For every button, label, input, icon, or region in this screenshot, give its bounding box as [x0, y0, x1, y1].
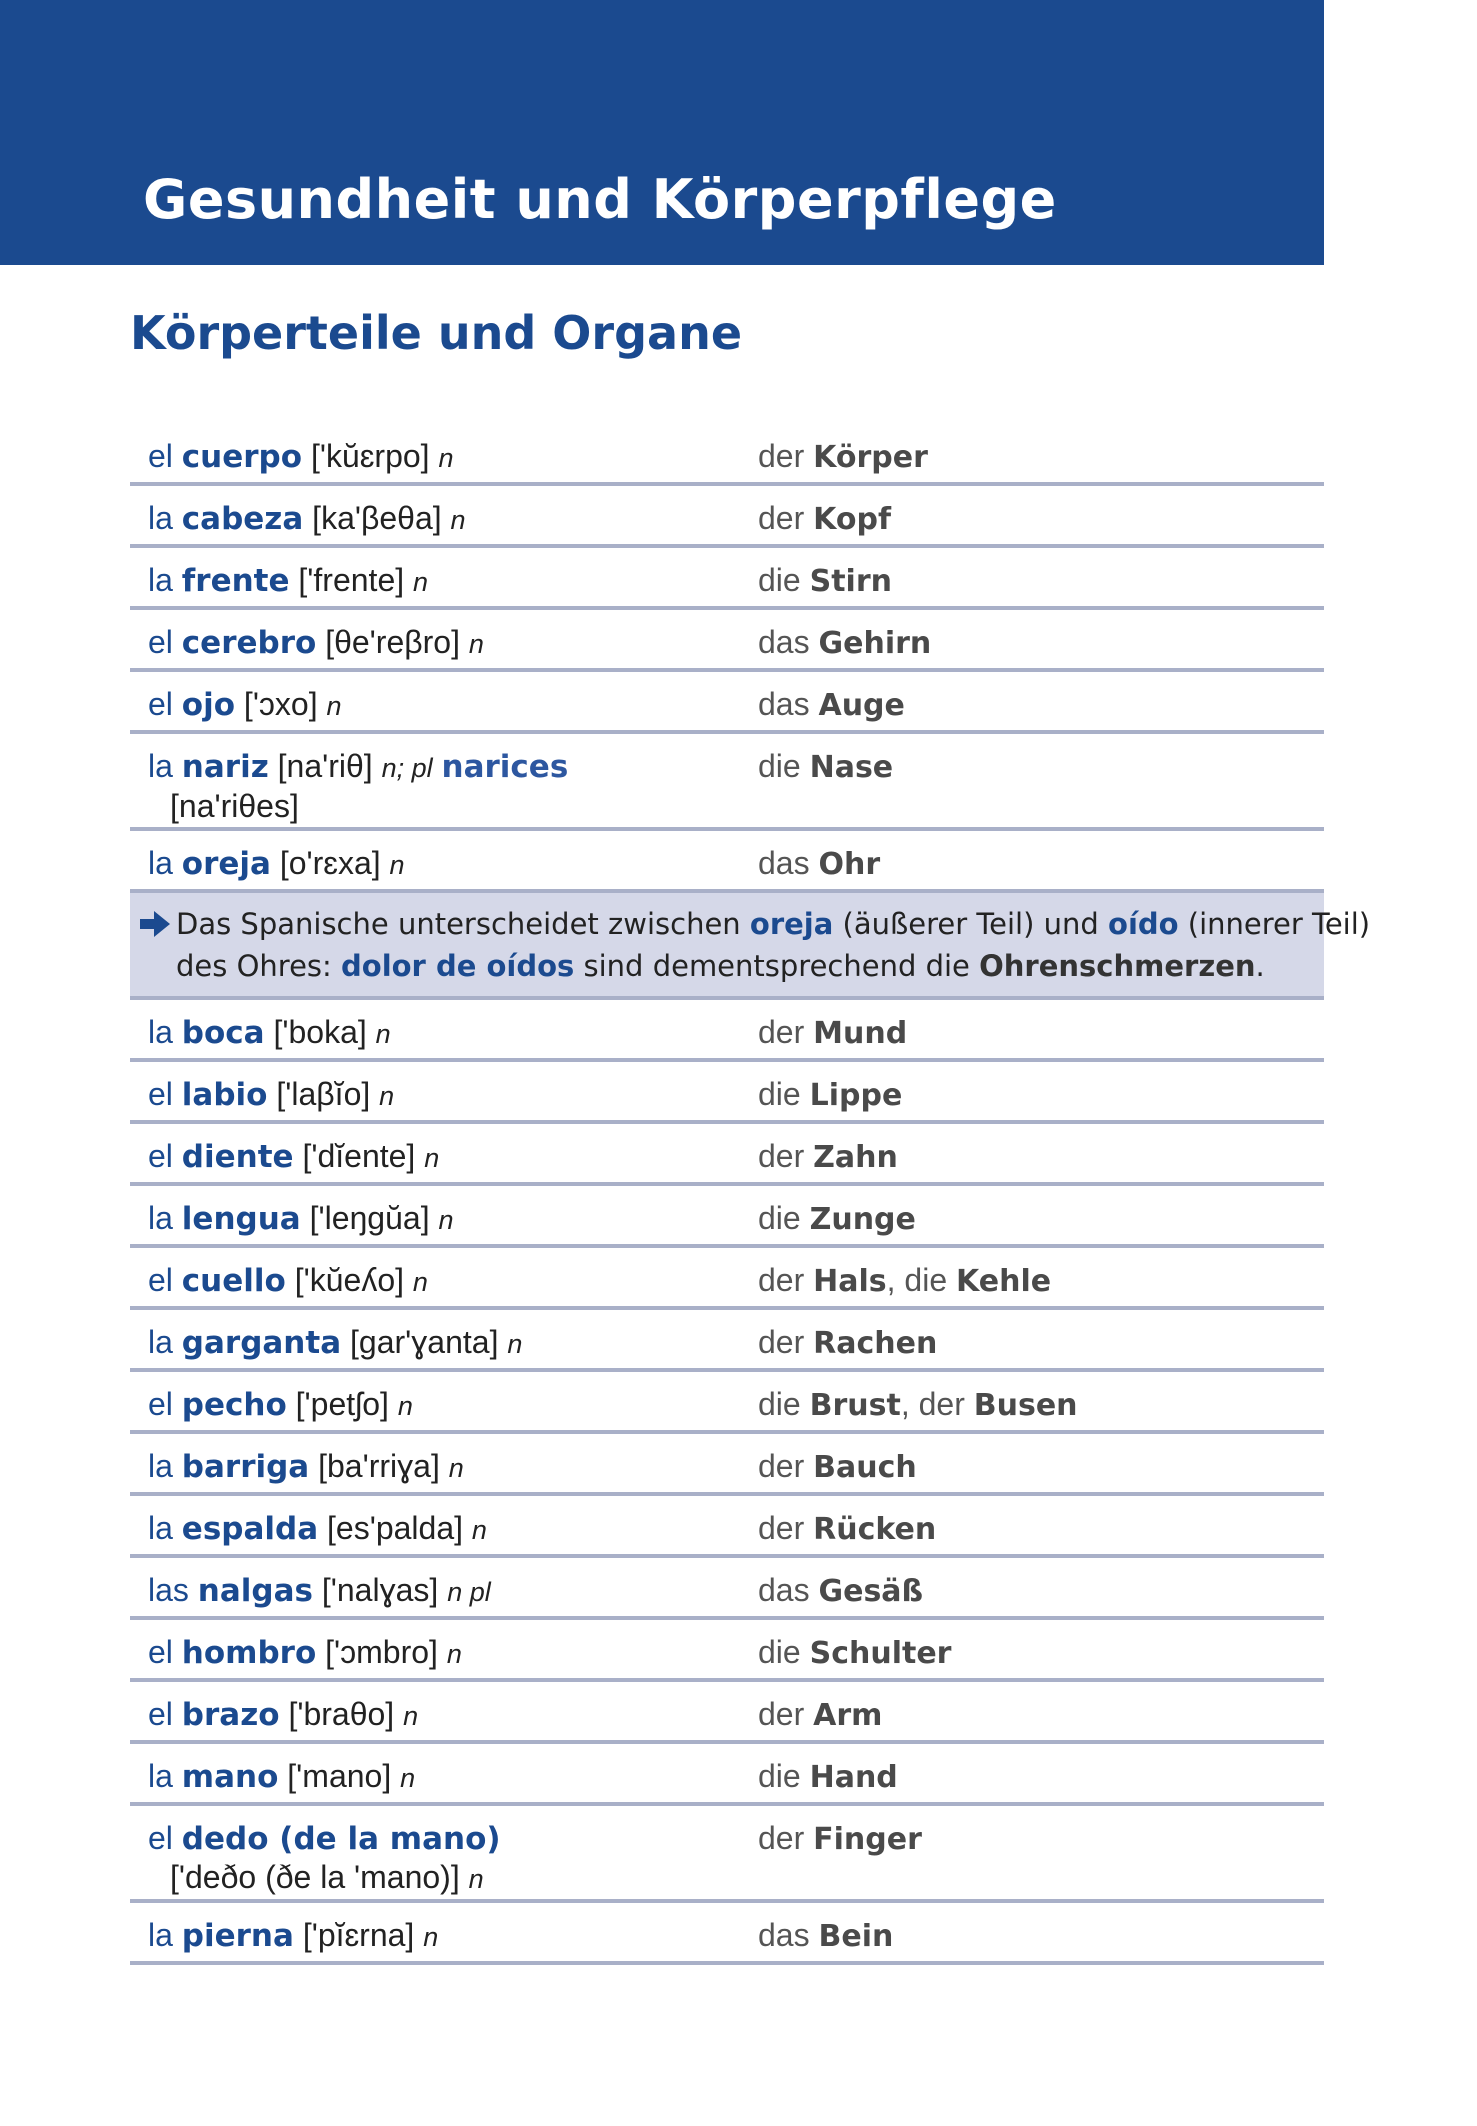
- german-article: das: [758, 624, 810, 660]
- spanish-entry: [130, 425, 758, 478]
- spanish-article: la: [148, 1758, 173, 1794]
- german-translation: [758, 486, 1324, 540]
- vocab-row-boca: [130, 1000, 1324, 1062]
- german-translation: [758, 1310, 1324, 1364]
- spanish-article: el: [148, 1386, 173, 1422]
- note-text: Das Spanische unterscheidet zwischen: [176, 907, 750, 941]
- spanish-article: la: [148, 748, 173, 784]
- note-text: (innerer Teil): [1178, 907, 1371, 941]
- spanish-entry: [130, 831, 758, 885]
- spanish-entry: [130, 1124, 758, 1178]
- vocab-row-mano: [130, 1744, 1324, 1806]
- spanish-entry: [130, 1620, 758, 1674]
- spanish-entry: [130, 1434, 758, 1488]
- spanish-lemma: diente: [181, 1139, 294, 1175]
- spanish-article: el: [148, 624, 173, 660]
- grammar-label: n: [450, 505, 466, 535]
- german-translation: [758, 1558, 1324, 1612]
- pronunciation: [gar'ɣanta]: [350, 1324, 499, 1360]
- pronunciation: [na'riθ]: [277, 748, 373, 784]
- german-translation: [758, 831, 1324, 885]
- spanish-entry: [130, 610, 758, 664]
- spanish-article: la: [148, 1324, 173, 1360]
- german-word: Gesäß: [818, 1574, 924, 1609]
- spanish-entry: [130, 1682, 758, 1736]
- german-word: Rachen: [813, 1326, 938, 1361]
- german-article: die: [904, 1262, 948, 1298]
- german-word: Arm: [813, 1698, 883, 1733]
- spanish-article: el: [148, 1696, 173, 1732]
- german-word: Brust: [809, 1388, 901, 1423]
- spanish-lemma: mano: [181, 1759, 279, 1795]
- spanish-entry: [130, 1062, 758, 1116]
- german-word: Lippe: [809, 1078, 903, 1113]
- german-translation: [758, 1434, 1324, 1488]
- spanish-entry: [130, 1310, 758, 1364]
- german-translation: [758, 1620, 1324, 1674]
- grammar-label: n: [507, 1329, 523, 1359]
- section-title: Körperteile und Organe: [130, 306, 743, 360]
- note-text: .: [1255, 949, 1265, 983]
- german-word: Rücken: [813, 1512, 937, 1547]
- grammar-label: n: [446, 1639, 462, 1669]
- german-word: Bein: [818, 1919, 894, 1954]
- german-word: Busen: [973, 1388, 1078, 1423]
- german-translation: [758, 1124, 1324, 1178]
- plural-pronunciation: [na'riθes]: [170, 788, 299, 824]
- vocab-row-brazo: [130, 1682, 1324, 1744]
- german-article: das: [758, 845, 810, 881]
- pronunciation: ['frente]: [298, 562, 405, 598]
- spanish-lemma: cuello: [181, 1263, 286, 1299]
- pronunciation: [o'rɛxa]: [279, 845, 381, 881]
- pronunciation: ['ɔxo]: [243, 686, 318, 722]
- spanish-article: el: [148, 1634, 173, 1670]
- grammar-label: n: [468, 629, 484, 659]
- german-article: der: [918, 1386, 965, 1422]
- spanish-article: la: [148, 845, 173, 881]
- spanish-article: el: [148, 686, 173, 722]
- spanish-lemma: frente: [181, 563, 290, 599]
- german-word: Bauch: [813, 1450, 917, 1485]
- note-text: sind dementsprechend die: [574, 949, 980, 983]
- comma: ,: [886, 1262, 896, 1298]
- german-translation: [758, 1062, 1324, 1116]
- spanish-entry: [130, 672, 758, 726]
- german-word: Hals: [813, 1264, 887, 1299]
- german-article: der: [758, 1014, 805, 1050]
- spanish-lemma: dedo (de la mano): [181, 1821, 501, 1857]
- german-word: Schulter: [809, 1636, 952, 1671]
- note-text: des Ohres:: [176, 949, 342, 983]
- german-word: Ohr: [818, 847, 881, 882]
- spanish-lemma: labio: [181, 1077, 268, 1113]
- spanish-article: las: [148, 1572, 189, 1608]
- spanish-entry: [130, 1496, 758, 1550]
- spanish-article: la: [148, 1200, 173, 1236]
- spanish-entry: [130, 1000, 758, 1054]
- german-translation: [758, 1248, 1324, 1302]
- spanish-lemma: brazo: [181, 1697, 280, 1733]
- pronunciation: ['petʃo]: [295, 1386, 389, 1422]
- german-translation: [758, 610, 1324, 664]
- grammar-label: n pl: [447, 1577, 491, 1607]
- grammar-label: n: [438, 443, 454, 473]
- grammar-label: n: [326, 691, 342, 721]
- note-keyword-oreja: oreja: [749, 907, 834, 941]
- pronunciation: [es'palda]: [327, 1510, 463, 1546]
- pronunciation: ['kŭɛrpo]: [310, 438, 430, 474]
- vocab-row-hombro: [130, 1620, 1324, 1682]
- spanish-entry: [130, 1558, 758, 1612]
- vocab-row-oreja: [130, 831, 1324, 893]
- vocab-row-cuerpo: [130, 425, 1324, 486]
- vocab-row-ojo: [130, 672, 1324, 734]
- german-translation: [758, 548, 1324, 602]
- vocabulary-table: [130, 425, 1371, 1965]
- spanish-lemma: barriga: [181, 1449, 310, 1485]
- spanish-lemma: cuerpo: [181, 439, 303, 475]
- pronunciation: ['braθo]: [288, 1696, 395, 1732]
- spanish-article: el: [148, 1820, 173, 1856]
- german-article: der: [758, 1510, 805, 1546]
- spanish-lemma: nariz: [181, 749, 269, 785]
- spanish-article: el: [148, 1262, 173, 1298]
- spanish-entry: [130, 1248, 758, 1302]
- note-line-2: [140, 945, 1312, 987]
- vocab-row-cuello: [130, 1248, 1324, 1310]
- spanish-lemma: cabeza: [181, 501, 304, 537]
- note-keyword-ohrenschmerzen: Ohrenschmerzen: [979, 949, 1256, 983]
- spanish-lemma: nalgas: [197, 1573, 313, 1609]
- german-word: Auge: [818, 688, 905, 723]
- pronunciation: ['dĭente]: [302, 1138, 416, 1174]
- chapter-banner: [0, 0, 1324, 265]
- spanish-article: la: [148, 1448, 173, 1484]
- pronunciation: ['laβĭo]: [276, 1076, 371, 1112]
- german-word: Mund: [813, 1016, 908, 1051]
- note-keyword-dolor-de-oidos: dolor de oídos: [341, 949, 575, 983]
- german-article: der: [758, 438, 805, 474]
- spanish-article: el: [148, 438, 173, 474]
- german-word: Hand: [809, 1760, 898, 1795]
- german-word: Körper: [813, 440, 928, 475]
- german-word: Finger: [813, 1822, 922, 1857]
- note-keyword-oido: oído: [1108, 907, 1179, 941]
- plural-form: narices: [441, 749, 569, 785]
- spanish-entry: [130, 1744, 758, 1798]
- spanish-article: la: [148, 562, 173, 598]
- note-line-1: [140, 903, 1371, 945]
- german-article: die: [758, 1634, 801, 1670]
- grammar-label: n: [389, 850, 405, 880]
- spanish-lemma: cerebro: [181, 625, 317, 661]
- german-translation: [758, 1806, 1324, 1860]
- german-article: der: [758, 1262, 805, 1298]
- german-article: die: [758, 1200, 801, 1236]
- grammar-label: n: [379, 1081, 395, 1111]
- spanish-lemma: pierna: [181, 1918, 294, 1954]
- pronunciation: [θe'reβro]: [325, 624, 460, 660]
- pronunciation: ['nalɣas]: [321, 1572, 439, 1608]
- german-article: der: [758, 1324, 805, 1360]
- pronunciation: ['kŭeʎo]: [294, 1262, 404, 1298]
- german-translation: [758, 1682, 1324, 1736]
- german-translation: [758, 672, 1324, 726]
- german-word: Gehirn: [818, 626, 932, 661]
- pronunciation: [ba'rriɣa]: [318, 1448, 440, 1484]
- spanish-article: la: [148, 500, 173, 536]
- german-article: der: [758, 1696, 805, 1732]
- german-translation: [758, 734, 1324, 788]
- german-article: die: [758, 748, 801, 784]
- vocab-row-garganta: [130, 1310, 1324, 1372]
- note-text: (äußerer Teil) und: [833, 907, 1109, 941]
- spanish-entry: [130, 1372, 758, 1426]
- usage-note: [130, 893, 1371, 1000]
- spanish-article: el: [148, 1138, 173, 1174]
- german-translation: [758, 1186, 1324, 1240]
- spanish-lemma: hombro: [181, 1635, 317, 1671]
- german-article: die: [758, 562, 801, 598]
- spanish-article: la: [148, 1510, 173, 1546]
- spanish-entry: [130, 1186, 758, 1240]
- german-translation: [758, 1372, 1324, 1426]
- spanish-article: el: [148, 1076, 173, 1112]
- german-translation: [758, 1000, 1324, 1054]
- german-article: der: [758, 1448, 805, 1484]
- spanish-lemma: lengua: [181, 1201, 301, 1237]
- grammar-label: n: [375, 1019, 391, 1049]
- vocab-row-pierna: [130, 1903, 1324, 1965]
- vocab-row-frente: [130, 548, 1324, 610]
- grammar-label: n: [468, 1864, 484, 1894]
- german-word: Stirn: [809, 564, 892, 599]
- spanish-entry: [130, 486, 758, 540]
- spanish-entry: [130, 548, 758, 602]
- spanish-entry: [130, 734, 758, 824]
- pronunciation: ['ɔmbro]: [325, 1634, 438, 1670]
- german-translation: [758, 1496, 1324, 1550]
- german-article: die: [758, 1076, 801, 1112]
- pronunciation: [ka'βeθa]: [312, 500, 442, 536]
- spanish-entry: [130, 1903, 758, 1957]
- spanish-lemma: garganta: [181, 1325, 342, 1361]
- vocab-row-cerebro: [130, 610, 1324, 672]
- german-translation: [758, 1744, 1324, 1798]
- comma: ,: [900, 1386, 910, 1422]
- pronunciation-line: [148, 1859, 758, 1897]
- pronunciation: ['mano]: [287, 1758, 392, 1794]
- spanish-lemma: ojo: [181, 687, 236, 723]
- grammar-label: n: [423, 1922, 439, 1952]
- german-word: Zahn: [813, 1140, 898, 1175]
- german-article: die: [758, 1386, 801, 1422]
- german-article: das: [758, 686, 810, 722]
- spanish-article: la: [148, 1917, 173, 1953]
- vocab-row-dedo: [130, 1806, 1324, 1903]
- vocab-row-nalgas: [130, 1558, 1324, 1620]
- german-article: der: [758, 1820, 805, 1856]
- spanish-lemma: espalda: [181, 1511, 319, 1547]
- german-word: Zunge: [809, 1202, 916, 1237]
- grammar-label: n: [448, 1453, 464, 1483]
- grammar-label: n: [403, 1701, 419, 1731]
- german-translation: [758, 1903, 1324, 1957]
- grammar-label: n: [413, 567, 429, 597]
- german-article: der: [758, 1138, 805, 1174]
- grammar-label: n: [438, 1205, 454, 1235]
- arrow-right-icon: [140, 911, 170, 937]
- pronunciation: ['pĭɛrna]: [302, 1917, 415, 1953]
- spanish-article: la: [148, 1014, 173, 1050]
- grammar-label: n: [471, 1515, 487, 1545]
- spanish-lemma: pecho: [181, 1387, 287, 1423]
- german-word: Kehle: [956, 1264, 1052, 1299]
- pronunciation: ['leŋgŭa]: [309, 1200, 430, 1236]
- vocab-row-espalda: [130, 1496, 1324, 1558]
- spanish-lemma: boca: [181, 1015, 265, 1051]
- vocab-row-cabeza: [130, 486, 1324, 548]
- vocab-row-nariz: [130, 734, 1324, 831]
- grammar-label: n: [397, 1391, 413, 1421]
- vocab-row-lengua: [130, 1186, 1324, 1248]
- grammar-label: n: [424, 1143, 440, 1173]
- vocab-row-diente: [130, 1124, 1324, 1186]
- german-article: das: [758, 1572, 810, 1608]
- german-word: Kopf: [813, 502, 891, 537]
- german-article: der: [758, 500, 805, 536]
- german-article: die: [758, 1758, 801, 1794]
- german-word: Nase: [809, 750, 894, 785]
- pronunciation: ['deðo (ðe la 'mano)]: [170, 1859, 460, 1895]
- pronunciation: ['boka]: [273, 1014, 367, 1050]
- spanish-entry: [130, 1806, 758, 1897]
- german-translation: [758, 425, 1324, 478]
- spanish-lemma: oreja: [181, 846, 271, 882]
- grammar-label: n: [400, 1763, 416, 1793]
- vocab-row-barriga: [130, 1434, 1324, 1496]
- vocab-row-pecho: [130, 1372, 1324, 1434]
- vocab-row-labio: [130, 1062, 1324, 1124]
- grammar-label: n: [412, 1267, 428, 1297]
- german-article: das: [758, 1917, 810, 1953]
- chapter-title: Gesundheit und Körperpflege: [143, 168, 1057, 231]
- grammar-label: n; pl: [381, 753, 433, 783]
